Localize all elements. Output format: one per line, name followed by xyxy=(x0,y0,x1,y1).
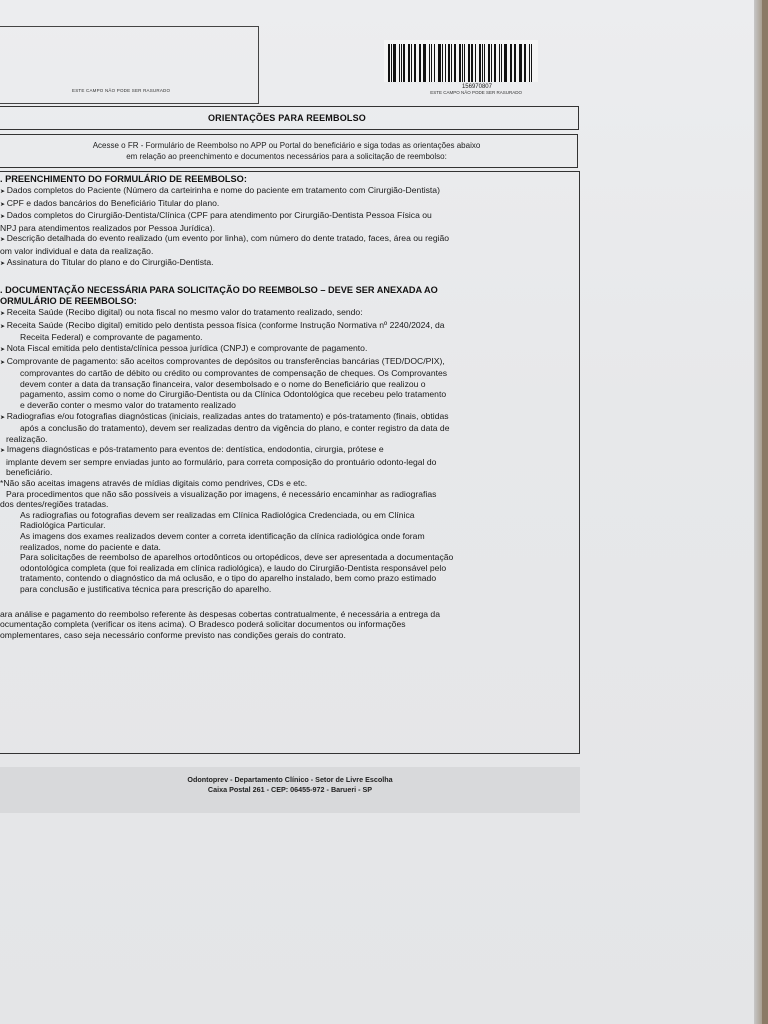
section2-line: comprovantes do cartão de débito ou crédito ou comprovantes de compensação de cheques. Os Comprovantes xyxy=(20,368,448,379)
barcode-bar xyxy=(511,44,512,82)
section2-line: beneficiário. xyxy=(6,467,53,478)
barcode-bar xyxy=(468,44,470,82)
barcode-bar xyxy=(408,44,410,82)
barcode-bar xyxy=(475,44,476,82)
barcode-bar xyxy=(388,44,390,82)
barcode-bar xyxy=(391,44,392,82)
section2-line: para conclusão e justificativa técnica para prescrição do aparelho. xyxy=(20,584,272,594)
barcode-bar xyxy=(448,44,450,82)
section2-line: ➤ Receita Saúde (Recibo digital) ou nota fiscal no mesmo valor do tratamento realizado, sendo: xyxy=(0,307,578,320)
section1-line: ➤ Descrição detalhada do evento realizado (um evento por linha), com número do dente tratado, faces, área ou região xyxy=(0,233,578,246)
page-edge xyxy=(754,0,762,1024)
section2-line: realizados, nome do paciente e data. xyxy=(20,541,161,552)
barcode-bar xyxy=(479,44,481,82)
intro-line: Acesse o FR - Formulário de Reembolso no APP ou Portal do beneficiário e siga todas as orientações abaixo xyxy=(92,141,481,150)
barcode-bar xyxy=(499,44,501,82)
barcode-bar xyxy=(438,44,440,82)
section2-line: ➤ Nota Fiscal emitida pelo dentista/clínica pessoa jurídica (CNPJ) e comprovante de pagamento. xyxy=(0,343,578,356)
barcode-bar xyxy=(510,44,511,82)
barcode-bar xyxy=(482,44,483,82)
section2-line: ➤ Comprovante de pagamento: são aceitos comprovantes de depósitos ou transferências bancárias (TED/DOC/PIX), xyxy=(0,356,578,369)
section1-line: ➤ Dados completos do Paciente (Número da carteirinha e nome do paciente em tratamento com Cirurgião-Dentista) xyxy=(0,185,578,198)
section2-line: As radiografias ou fotografias devem ser realizadas em Clínica Radiológica Credenciada, ou em Clínica xyxy=(20,509,415,520)
barcode-bar xyxy=(459,44,461,82)
barcode-bar xyxy=(403,44,405,82)
section2-line: realização. xyxy=(6,433,48,444)
barcode-bar xyxy=(423,44,425,82)
section2-line: Radiológica Particular. xyxy=(20,520,106,531)
intro-box xyxy=(0,134,578,168)
section2-line: odontológica completa (que foi realizada em clínica radiológica), e laudo do Cirurgião-Dentista responsável pelo xyxy=(20,562,447,573)
section2-line: ➤ Receita Saúde (Recibo digital) emitido pelo dentista pessoa física (conforme Instrução Normativa nº 2240/2024, da xyxy=(0,320,578,333)
footer-line: Caixa Postal 261 - CEP: 06455-972 - Barueri - SP xyxy=(207,785,373,794)
barcode-block xyxy=(384,40,538,102)
closing-line: ara análise e pagamento do reembolso referente às despesas cobertas contratualmente, é necessária a entrega da xyxy=(0,608,440,619)
section2-line: ➤ Radiografias e/ou fotografias diagnósticas (iniciais, realizadas antes do tratamento) e pós-tratamento (finais, obtidas xyxy=(0,411,578,424)
section2-line: *Não são aceitas imagens através de mídias digitais como pendrives, CDs e etc. xyxy=(0,478,308,489)
section1-line: ➤ CPF e dados bancários do Beneficiário Titular do plano. xyxy=(0,198,578,211)
footer-block xyxy=(0,767,580,813)
barcode-number: 156970807 xyxy=(461,84,492,90)
barcode-bar xyxy=(442,44,443,82)
closing-line: omplementares, caso seja necessário conforme previsto nas condições gerais do contrato. xyxy=(0,629,346,640)
barcode-bar xyxy=(531,44,532,82)
section2-line: Para procedimentos que não são possíveis a visualização por imagens, é necessário encaminhar as radiografias xyxy=(6,488,437,499)
barcode-bar xyxy=(520,44,522,82)
section2-line: pagamento, assim como o nome do Cirurgião-Dentista ou da Clínica Odontológica que recebeu pelo tratamento xyxy=(20,389,447,400)
barcode-bar xyxy=(514,44,516,82)
section2-line: tratamento, contendo o diagnóstico da má oclusão, e o tipo do aparelho instalado, bem como prazo estimado xyxy=(20,573,437,584)
section2-line: após a conclusão do tratamento), devem ser realizadas dentro da vigência do plano, e conter registro da data de xyxy=(20,423,450,434)
section2-line: devem conter a data da transação financeira, valor desembolsado e o nome do Beneficiário que realizou o xyxy=(20,378,426,389)
barcode-bar xyxy=(454,44,456,82)
barcode-bar xyxy=(524,44,526,82)
footer-line: Odontoprev - Departamento Clínico - Setor de Livre Escolha xyxy=(187,775,393,784)
section2-heading: ORMULÁRIO DE REEMBOLSO: xyxy=(0,296,137,307)
barcode-bar xyxy=(429,44,431,82)
barcode-bar xyxy=(419,44,420,82)
section2-line: e deverão conter o mesmo valor do tratamento realizado xyxy=(20,399,236,410)
section1-heading: . PREENCHIMENTO DO FORMULÁRIO DE REEMBOLSO: xyxy=(0,174,247,184)
barcode-bar xyxy=(420,44,421,82)
barcode-bar xyxy=(504,44,506,82)
barcode-bar xyxy=(414,44,416,82)
section2-line: Para solicitações de reembolso de aparelhos ortodônticos ou ortopédicos, deve ser apresentada a documentação xyxy=(20,552,454,563)
barcode-bar xyxy=(434,44,436,82)
intro-line: em relação ao preenchimento e documentos necessários para a solicitação de reembolso: xyxy=(126,152,447,161)
section2-line: implante devem ser sempre enviadas junto ao formulário, para correta composição do prontuário odonto-legal do xyxy=(6,456,437,467)
barcode-bar xyxy=(431,44,432,82)
barcode xyxy=(384,40,538,82)
barcode-bar xyxy=(491,44,492,82)
section2-line: dos dentes/regiões tratadas. xyxy=(0,499,109,510)
section2-heading: . DOCUMENTAÇÃO NECESSÁRIA PARA SOLICITAÇÃO DO REEMBOLSO – DEVE SER ANEXADA AO xyxy=(0,285,438,296)
section2-line: As imagens dos exames realizados devem conter a correta identificação da clínica radiológica onde foram xyxy=(20,531,425,542)
barcode-bar xyxy=(445,44,446,82)
section1-line: NPJ para atendimentos realizados por Pessoa Jurídica). xyxy=(0,222,215,233)
section2-line: ➤ Imagens diagnósticas e pós-tratamento para eventos de: dentística, endodontia, cirurgia, prótese e xyxy=(0,444,578,457)
section2-line: Receita Federal) e comprovante de pagamento. xyxy=(20,332,203,343)
barcode-caption: ESTE CAMPO NÃO PODE SER RASURADO xyxy=(430,90,522,95)
barcode-bar xyxy=(401,44,402,82)
barcode-bar xyxy=(462,44,463,82)
barcode-bar xyxy=(471,44,473,82)
barcode-bar xyxy=(451,44,452,82)
section1-line: ➤ Dados completos do Cirurgião-Dentista/Clínica (CPF para atendimento por Cirurgião-Dentista Pessoa Física ou xyxy=(0,210,578,223)
barcode-bar xyxy=(488,44,490,82)
title-box xyxy=(0,106,579,130)
barcode-bar xyxy=(464,44,465,82)
barcode-bar xyxy=(399,44,400,82)
section1-line: om valor individual e data da realização. xyxy=(0,245,154,256)
document-title: ORIENTAÇÕES PARA REEMBOLSO xyxy=(207,113,367,123)
barcode-bar xyxy=(529,44,530,82)
barcode-bar xyxy=(411,44,412,82)
barcode-bar xyxy=(519,44,520,82)
barcode-bar xyxy=(484,44,485,82)
closing-line: ocumentação completa (verificar os itens acima). O Bradesco poderá solicitar documentos ou informações xyxy=(0,619,406,630)
barcode-bar xyxy=(501,44,502,82)
barcode-bar xyxy=(494,44,496,82)
header-box-caption: ESTE CAMPO NÃO PODE SER RASURADO xyxy=(72,88,171,93)
barcode-bar xyxy=(393,44,395,82)
section1-line: ➤ Assinatura do Titular do plano e do Cirurgião-Dentista. xyxy=(0,257,578,270)
instructions-content xyxy=(0,174,578,640)
